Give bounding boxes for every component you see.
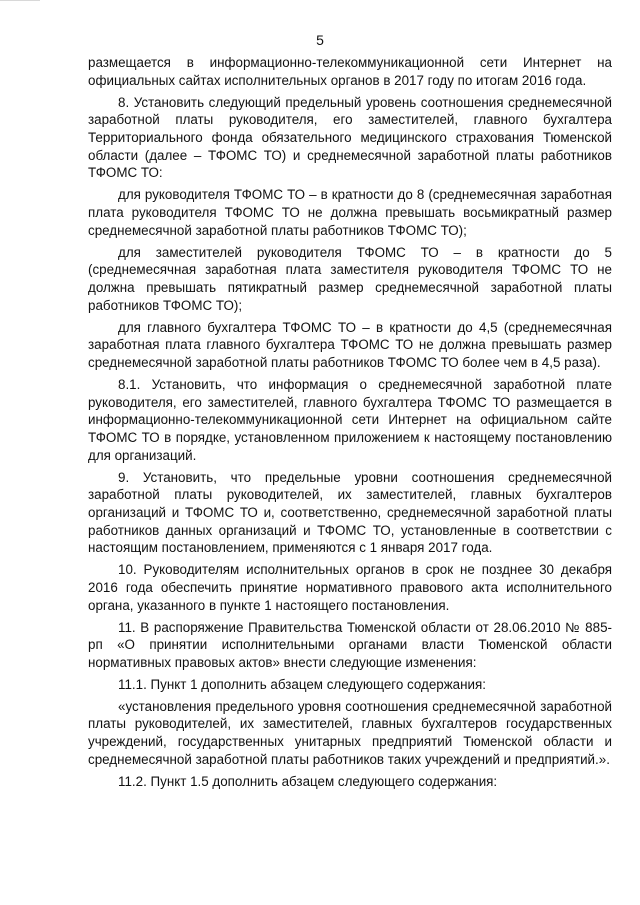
paragraph-item-8-1: 8.1. Установить, что информация о среднемесячной заработной плате руководителя, его заместителей, главного бухгалтера ТФОМС ТО размещается в информационно-телекоммуникационной сети Интернет на официальном сайте ТФОМС ТО в порядке, установленном приложением к настоящему постановлению для организаций.	[88, 376, 612, 463]
paragraph-deputy-ratio: для заместителей руководителя ТФОМС ТО – в кратности до 5 (среднемесячная заработная плата заместителя руководителя ТФОМС ТО не должна превышать пятикратный размер среднемесячной заработной платы работников ТФОМС ТО);	[88, 244, 612, 313]
paragraph-item-11-1: 11.1. Пункт 1 дополнить абзацем следующего содержания:	[118, 676, 486, 692]
paragraph-continuation: размещается в информационно-телекоммуникационной сети Интернет на официальных сайтах исполнительных органов в 2017 году по итогам 2016 года.	[88, 55, 612, 88]
paragraph-item-11: 11. В распоряжение Правительства Тюменской области от 28.06.2010 № 885-рп «О принятии исполнительными органами власти Тюменской области нормативных правовых актов» внести следующие изменения:	[88, 619, 612, 670]
paragraph-item-11-2: 11.2. Пункт 1.5 дополнить абзацем следующего содержания:	[118, 773, 498, 789]
paragraph-item-9: 9. Установить, что предельные уровни соотношения среднемесячной заработной платы руководителей, их заместителей, главных бухгалтеров организаций и ТФОМС ТО и, соответственно, среднемесячной заработной платы работников данных организаций и ТФОМС ТО, установленные в соответствии с настоящим постановлением, применяются с 1 января 2017 года.	[88, 469, 612, 556]
paragraph-chief-accountant-ratio: для главного бухгалтера ТФОМС ТО – в кратности до 4,5 (среднемесячная заработная плата главного бухгалтера ТФОМС ТО не должна превышать размер среднемесячной заработной платы работников ТФОМС ТО более чем в 4,5 раза).	[88, 319, 612, 370]
document-body	[88, 54, 612, 795]
scan-edge-mark	[0, 0, 40, 4]
paragraph-quoted-addition: «установления предельного уровня соотношения среднемесячной заработной платы руководителей, их заместителей, главных бухгалтеров государственных учреждений, государственных унитарных предприятий Тюменской области и среднемесячной заработной платы работников таких учреждений и предприятий.».	[88, 698, 612, 767]
paragraph-item-10: 10. Руководителям исполнительных органов в срок не позднее 30 декабря 2016 года обеспечить принятие нормативного правового акта исполнительного органа, указанного в пункте 1 настоящего постановления.	[88, 562, 612, 613]
paragraph-item-8: 8. Установить следующий предельный уровень соотношения среднемесячной заработной платы руководителя, его заместителей, главного бухгалтера Территориального фонда обязательного медицинского страхования Тюменской области (далее – ТФОМС ТО) и среднемесячной заработной платы работников ТФОМС ТО:	[88, 94, 612, 181]
page-number: 5	[316, 32, 324, 48]
paragraph-director-ratio: для руководителя ТФОМС ТО – в кратности до 8 (среднемесячная заработная плата руководителя ТФОМС ТО не должна превышать восьмикратный размер среднемесячной заработной платы работников ТФОМС ТО);	[88, 187, 612, 238]
